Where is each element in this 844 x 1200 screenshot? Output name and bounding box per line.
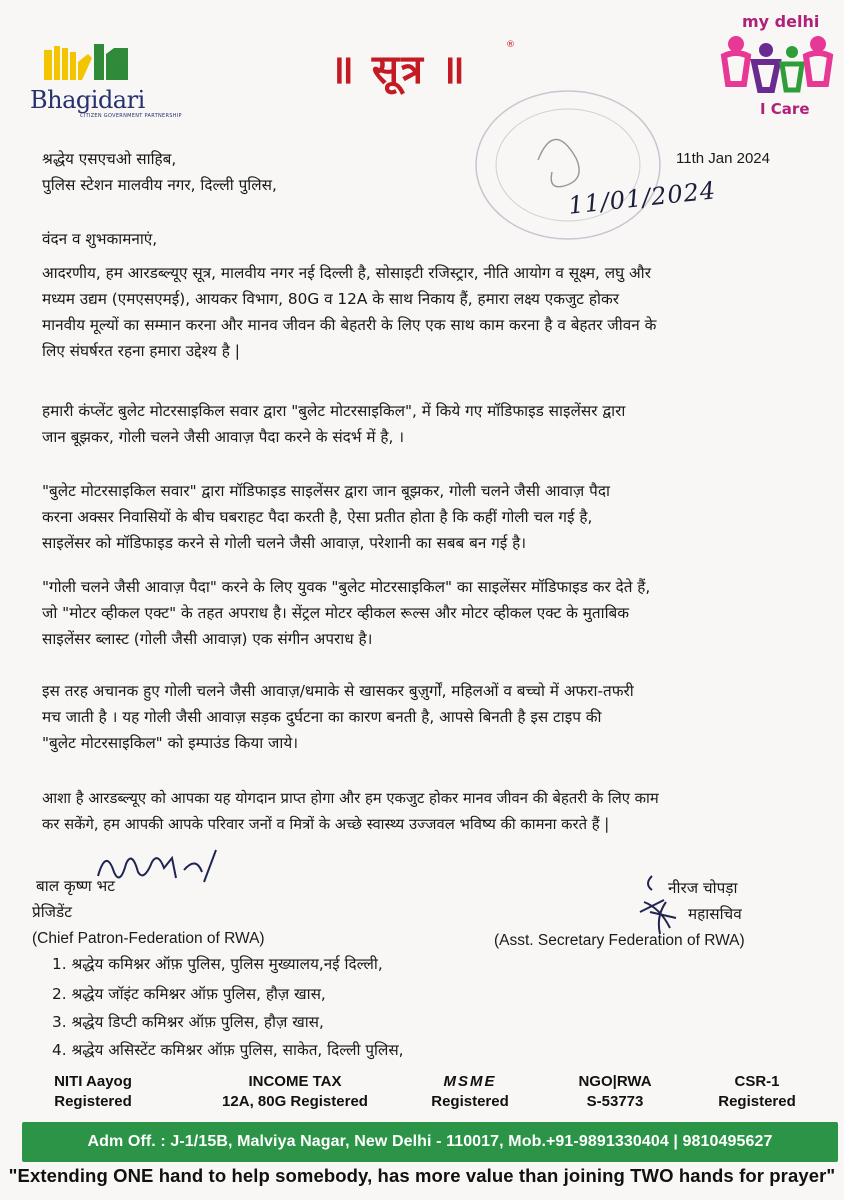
paragraph-line: लिए संघर्षरत रहना हमारा उद्देश्य है | [42,342,240,360]
left-signatory-org: (Chief Patron-Federation of RWA) [32,930,265,947]
paragraph-line: हमारी कंप्लेंट बुलेट मोटरसाइकिल सवार द्वारा "बुलेट मोटरसाइकिल", में किये गए मॉडिफाइड साइलेंसर द्वारा [42,402,626,420]
paragraph-line: इस तरह अचानक हुए गोली चलने जैसी आवाज़/धमाके से खासकर बुज़ुर्गों, महिलओं व बच्चो में अफरा-तफरी [42,682,634,700]
paragraph-6 [42,786,802,838]
sutra-logo: ॥ सूत्र ॥ [330,46,467,93]
left-signatory-title: प्रेजिडेंट [32,903,72,921]
registration-income-tax [200,1072,390,1112]
i-care-text: I Care [760,100,810,118]
registration-title: INCOME TAX [248,1073,342,1090]
copy-recipient: 1. श्रद्धेय कमिश्नर ऑफ़ पुलिस, पुलिस मुख्यालय,नई दिल्ली, [52,955,383,973]
registration-msme [420,1072,520,1112]
addressee-line-1: श्रद्धेय एसएचओ साहिब, [42,150,177,168]
bhagidari-tagline: CITIZEN GOVERNMENT PARTNERSHIP [80,113,182,119]
paragraph-line: "बुलेट मोटरसाइकिल सवार" द्वारा मॉडिफाइड साइलेंसर द्वारा जान बूझकर, गोली चलने जैसी आवाज़ पैदा [42,482,610,500]
registration-csr [702,1072,812,1112]
address-bar [22,1122,838,1162]
right-signatory-name: नीरज चोपड़ा [668,879,738,897]
paragraph-1 [42,260,802,364]
paragraph-5 [42,678,802,756]
paragraph-4 [42,574,802,652]
office-address: Adm Off. : J-1/15B, Malviya Nagar, New Delhi - 110017, Mob.+91-9891330404 | 9810495627 [87,1133,773,1150]
raised-hand-icon [38,40,148,88]
msme-logo-text: MSME [443,1073,497,1090]
greeting: वंदन व शुभकामनाएं, [42,230,158,248]
registration-ngo-rwa [560,1072,670,1112]
paragraph-line: मध्यम उद्यम (एमएसएमई), आयकर विभाग, 80G व 12A के साथ निकाय हैं, हमारा लक्ष्य एकजुट होकर [42,290,619,308]
left-signatory-name: बाल कृष्ण भट [36,877,115,895]
registration-title: NITI Aayog [54,1073,132,1090]
bhagidari-wordmark: Bhagidari [30,86,145,114]
paragraph-line: जो "मोटर व्हीकल एक्ट" के तहत अपराध है। सेंट्रल मोटर व्हीकल रूल्स और मोटर व्हीकल एक्ट के मुताबिक [42,604,630,622]
my-delhi-logo [720,10,838,122]
paragraph-3 [42,478,802,556]
paragraph-line: जान बूझकर, गोली चलने जैसी आवाज़ पैदा करने के संदर्भ में है, । [42,428,405,446]
copy-recipient: 3. श्रद्धेय डिप्टी कमिश्नर ऑफ़ पुलिस, हौज़ खास, [52,1013,324,1031]
registration-detail: Registered [431,1093,509,1110]
registered-mark: ® [506,40,515,50]
letter-date: 11th Jan 2024 [676,150,770,167]
receipt-stamp [468,80,718,270]
paragraph-line: साइलेंसर ब्लास्ट (गोली जैसी आवाज़) एक संगीन अपराध है। [42,630,373,648]
my-delhi-text: my delhi [742,12,820,31]
stamp-handwritten-date: 11/01/2024 [566,176,718,220]
people-figures-icon [720,34,836,98]
registration-title: NGO|RWA [578,1073,652,1090]
registration-detail: Registered [718,1093,796,1110]
right-signatory-title: महासचिव [688,905,742,923]
paragraph-line: कर सकेंगे, हम आपकी आपके परिवार जनों व मित्रों के अच्छे स्वास्थ्य उज्जवल भविष्य की कामना करते हैं | [42,816,610,833]
paragraph-2 [42,398,802,450]
copy-recipient: 2. श्रद्धेय जॉइंट कमिश्नर ऑफ़ पुलिस, हौज़ खास, [52,985,326,1003]
registration-detail: S-53773 [586,1093,644,1110]
paragraph-line: मानवीय मूल्यों का सम्मान करना और मानव जीवन की बेहतरी के लिए एक साथ काम करना है व बेहतर जीवन के [42,316,657,334]
registration-detail: 12A, 80G Registered [222,1093,368,1110]
paragraph-line: "गोली चलने जैसी आवाज़ पैदा" करने के लिए युवक "बुलेट मोटरसाइकिल" का साइलेंसर मॉडिफाइड कर देते हैं, [42,578,651,596]
paragraph-line: साइलेंसर को मॉडिफाइड करने से गोली चलने जैसी आवाज़, परेशानी का सबब बन गई है। [42,534,527,552]
registration-detail: Registered [54,1093,132,1110]
addressee-line-2: पुलिस स्टेशन मालवीय नगर, दिल्ली पुलिस, [42,176,277,194]
footer-quote: "Extending ONE hand to help somebody, has more value than joining TWO hands for prayer" [8,1165,836,1186]
paragraph-line: "बुलेट मोटरसाइकिल" को इम्पाउंड किया जाये। [42,734,299,752]
bhagidari-logo [26,40,196,120]
copy-recipient: 4. श्रद्धेय असिस्टेंट कमिश्नर ऑफ़ पुलिस, साकेत, दिल्ली पुलिस, [52,1041,404,1059]
registration-title: CSR-1 [734,1073,780,1090]
right-signatory-org: (Asst. Secretary Federation of RWA) [494,932,745,949]
paragraph-line: आदरणीय, हम आरडब्ल्यूए सूत्र, मालवीय नगर नई दिल्ली है, सोसाइटी रजिस्ट्रार, नीति आयोग व सूक्ष्म, लघु और [42,264,651,282]
paragraph-line: मच जाती है । यह गोली जैसी आवाज़ सड़क दुर्घटना का कारण बनती है, आपसे बिनती है इस टाइप की [42,708,602,726]
paragraph-line: करना अक्सर निवासियों के बीच घबराहट पैदा करती है, ऐसा प्रतीत होता है कि कहीं गोली चल गई है, [42,508,593,526]
paragraph-line: आशा है आरडब्ल्यूए को आपका यह योगदान प्राप्त होगा और हम एकजुट होकर मानव जीवन की बेहतरी के लिए काम [42,790,659,807]
registration-niti [38,1072,148,1112]
